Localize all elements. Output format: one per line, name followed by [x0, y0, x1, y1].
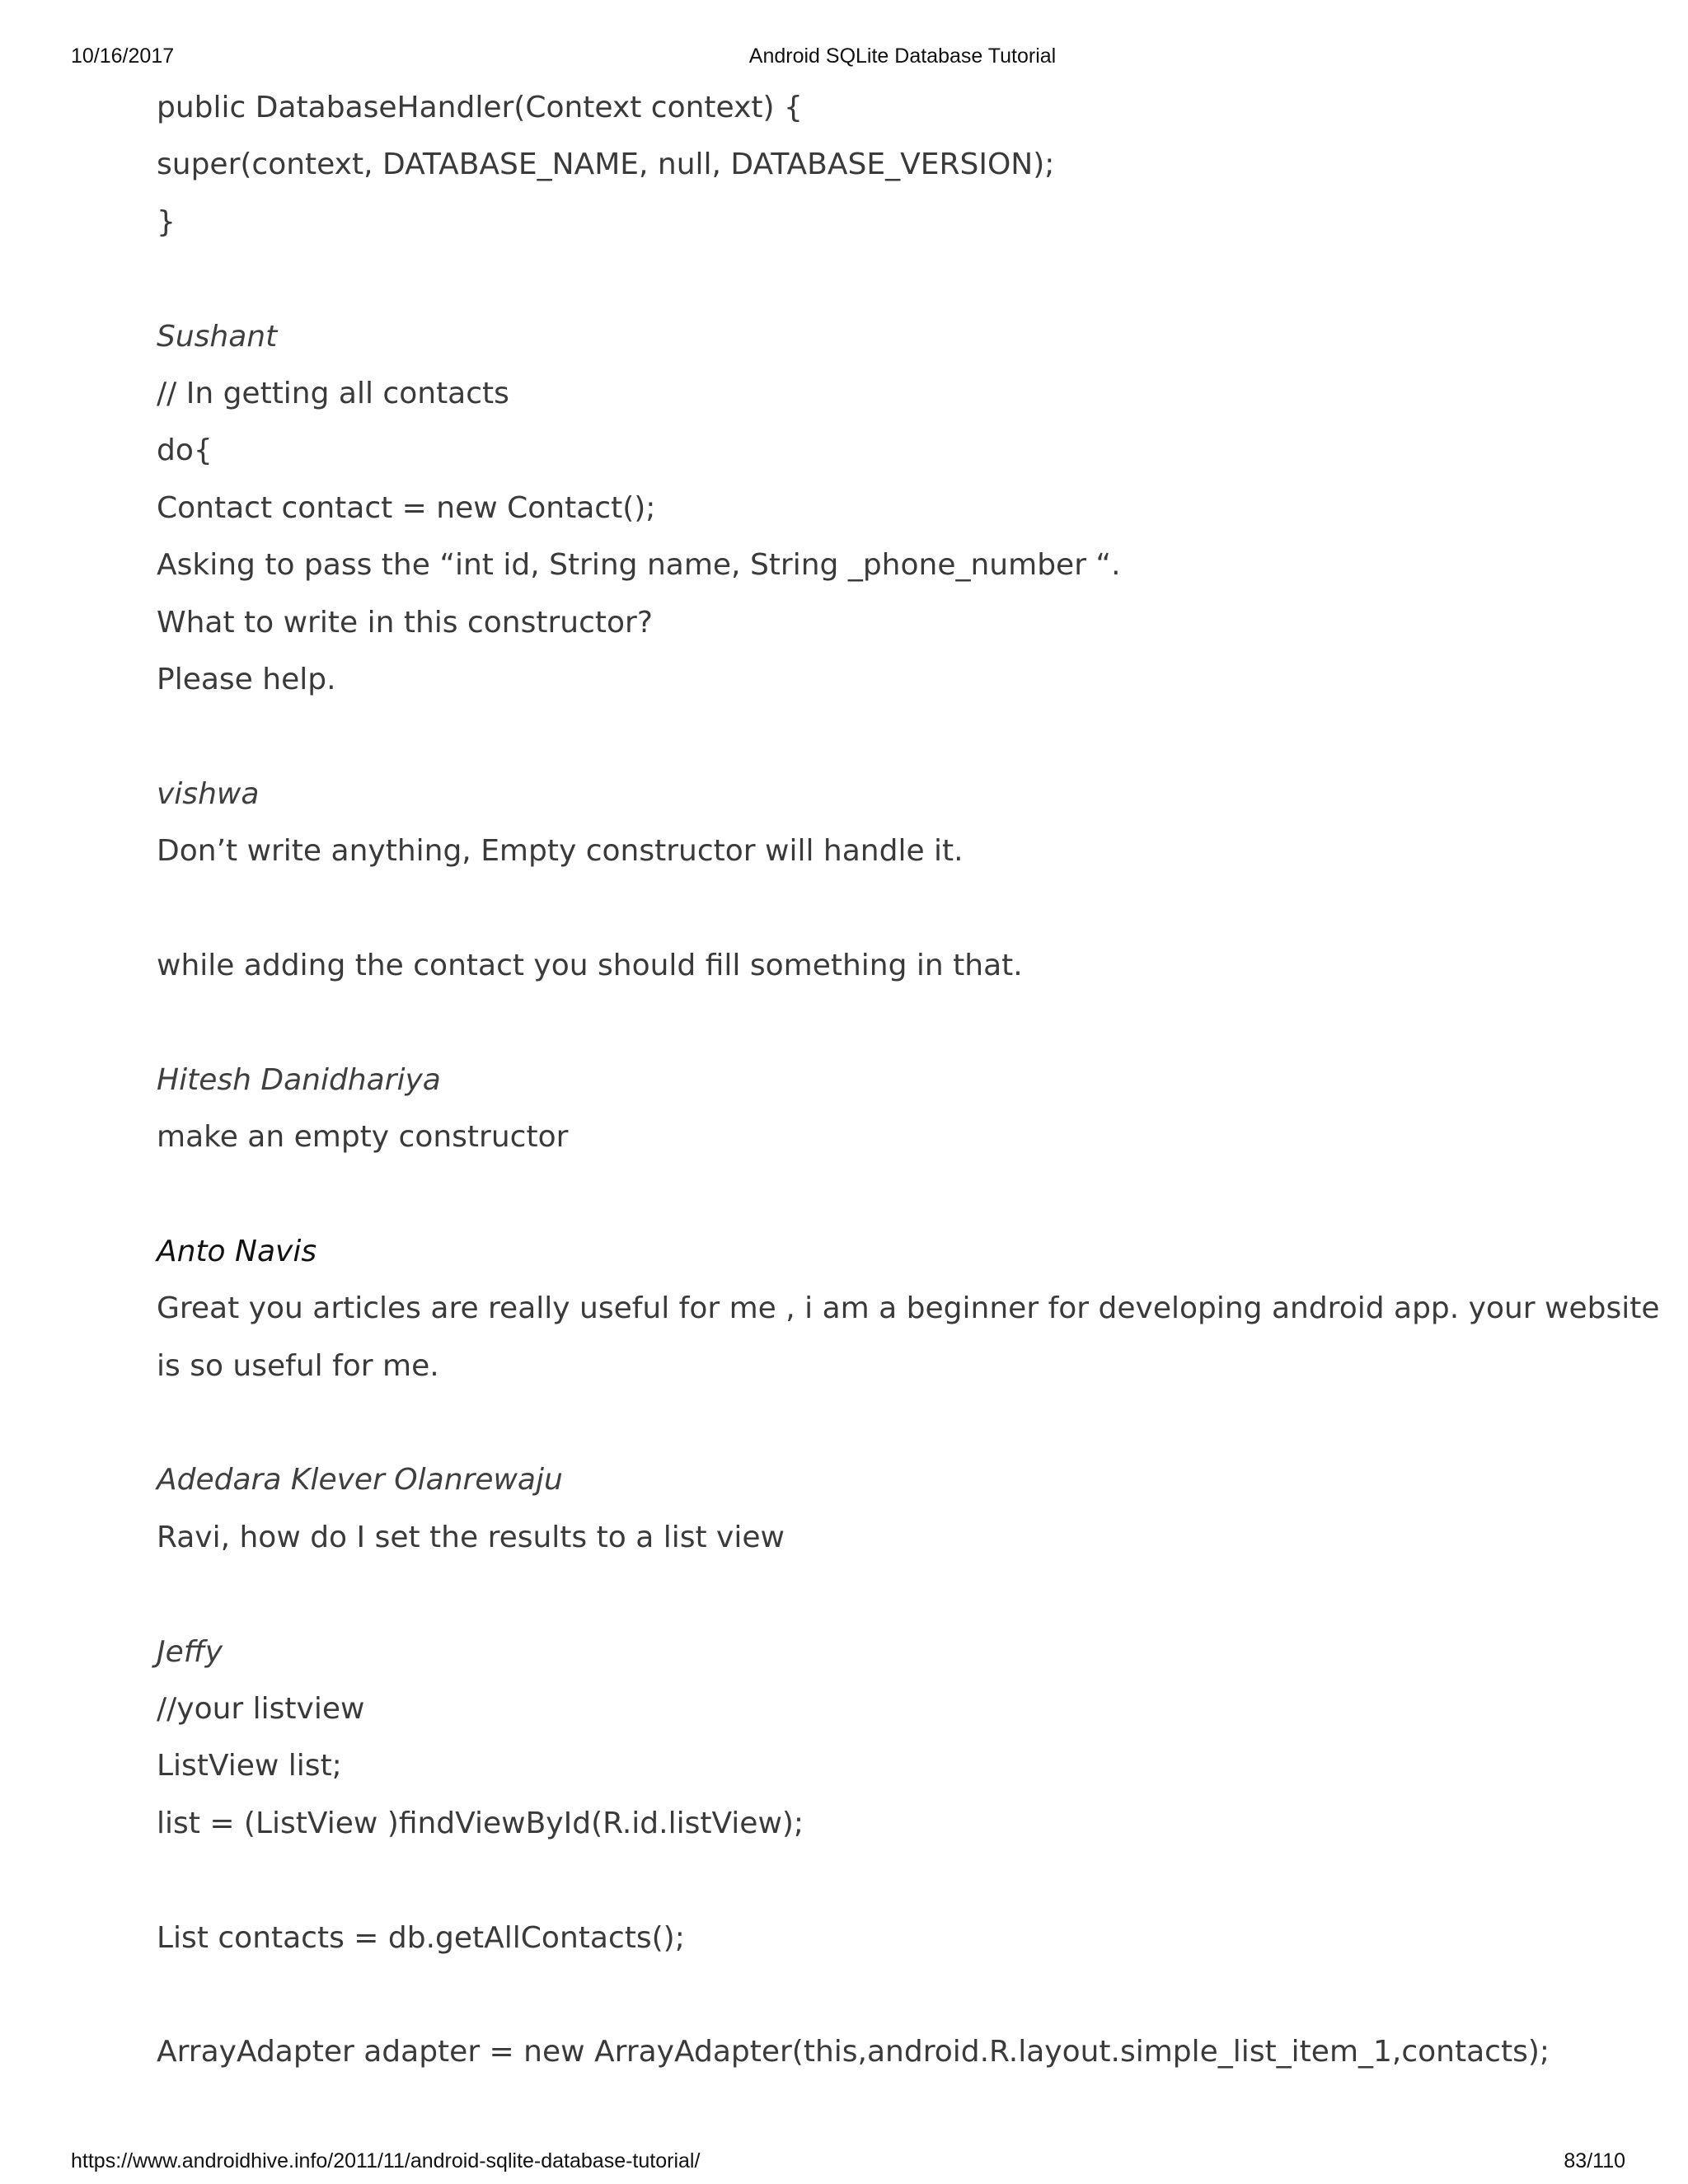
comment-line: ArrayAdapter adapter = new ArrayAdapter(this,android.R.layout.simple_list_item_1,contacts); — [157, 2035, 1550, 2069]
comment-author: Anto Navis — [157, 1234, 317, 1268]
comment-line: do{ — [157, 434, 213, 468]
comment-author: Adedara Klever Olanrewaju — [157, 1463, 563, 1497]
print-date: 10/16/2017 — [71, 45, 175, 68]
code-line: public DatabaseHandler(Context context) { — [157, 91, 803, 124]
comment-line: //your listview — [157, 1691, 365, 1726]
comment-line: ListView list; — [157, 1749, 342, 1783]
code-line: } — [157, 204, 176, 239]
spacer — [157, 994, 1624, 1051]
page-title: Android SQLite Database Tutorial — [748, 45, 1057, 68]
comment-line: // In getting all contacts — [157, 376, 509, 410]
comments-content — [157, 79, 1660, 2081]
page-header — [0, 40, 1688, 73]
comment-line: is so useful for me. — [157, 1348, 439, 1383]
comment-author: vishwa — [157, 776, 260, 811]
comment-line: Contact contact = new Contact(); — [157, 490, 656, 525]
comment-author: Sushant — [157, 319, 278, 354]
comment-line: Great you articles are really useful for me , i am a beginner for developing android app. your website — [157, 1291, 1660, 1326]
comment-line: list = (ListView )findViewById(R.id.listView); — [157, 1806, 804, 1840]
comment-author: Hitesh Danidhariya — [157, 1062, 441, 1097]
comment-line — [157, 1966, 1624, 2023]
comment-line: List contacts = db.getAllContacts(); — [157, 1920, 685, 1955]
spacer — [157, 1566, 1624, 1623]
spacer — [157, 708, 1624, 765]
comment-line: What to write in this constructor? — [157, 605, 653, 640]
comment-line: Please help. — [157, 662, 336, 696]
page-url: https://www.androidhive.info/2011/11/android-sqlite-database-tutorial/ — [71, 2149, 701, 2172]
comment-author: Jeffy — [157, 1634, 223, 1669]
comment-line — [157, 1852, 1624, 1909]
page-number: 83/110 — [1564, 2149, 1625, 2172]
comment-line: while adding the contact you should fill something in that. — [157, 948, 1023, 982]
comment-line: make an empty constructor — [157, 1120, 569, 1155]
page-footer — [0, 2144, 1688, 2177]
code-line: super(context, DATABASE_NAME, null, DATABASE_VERSION); — [157, 148, 1055, 182]
spacer — [157, 1394, 1624, 1451]
spacer — [157, 1165, 1624, 1222]
comment-line: Don’t write anything, Empty constructor will handle it. — [157, 834, 964, 869]
comment-line — [157, 879, 1624, 936]
comment-line: Ravi, how do I set the results to a list view — [157, 1520, 785, 1554]
comment-line: Asking to pass the “int id, String name, String _phone_number “. — [157, 548, 1121, 583]
spacer — [157, 251, 1624, 307]
